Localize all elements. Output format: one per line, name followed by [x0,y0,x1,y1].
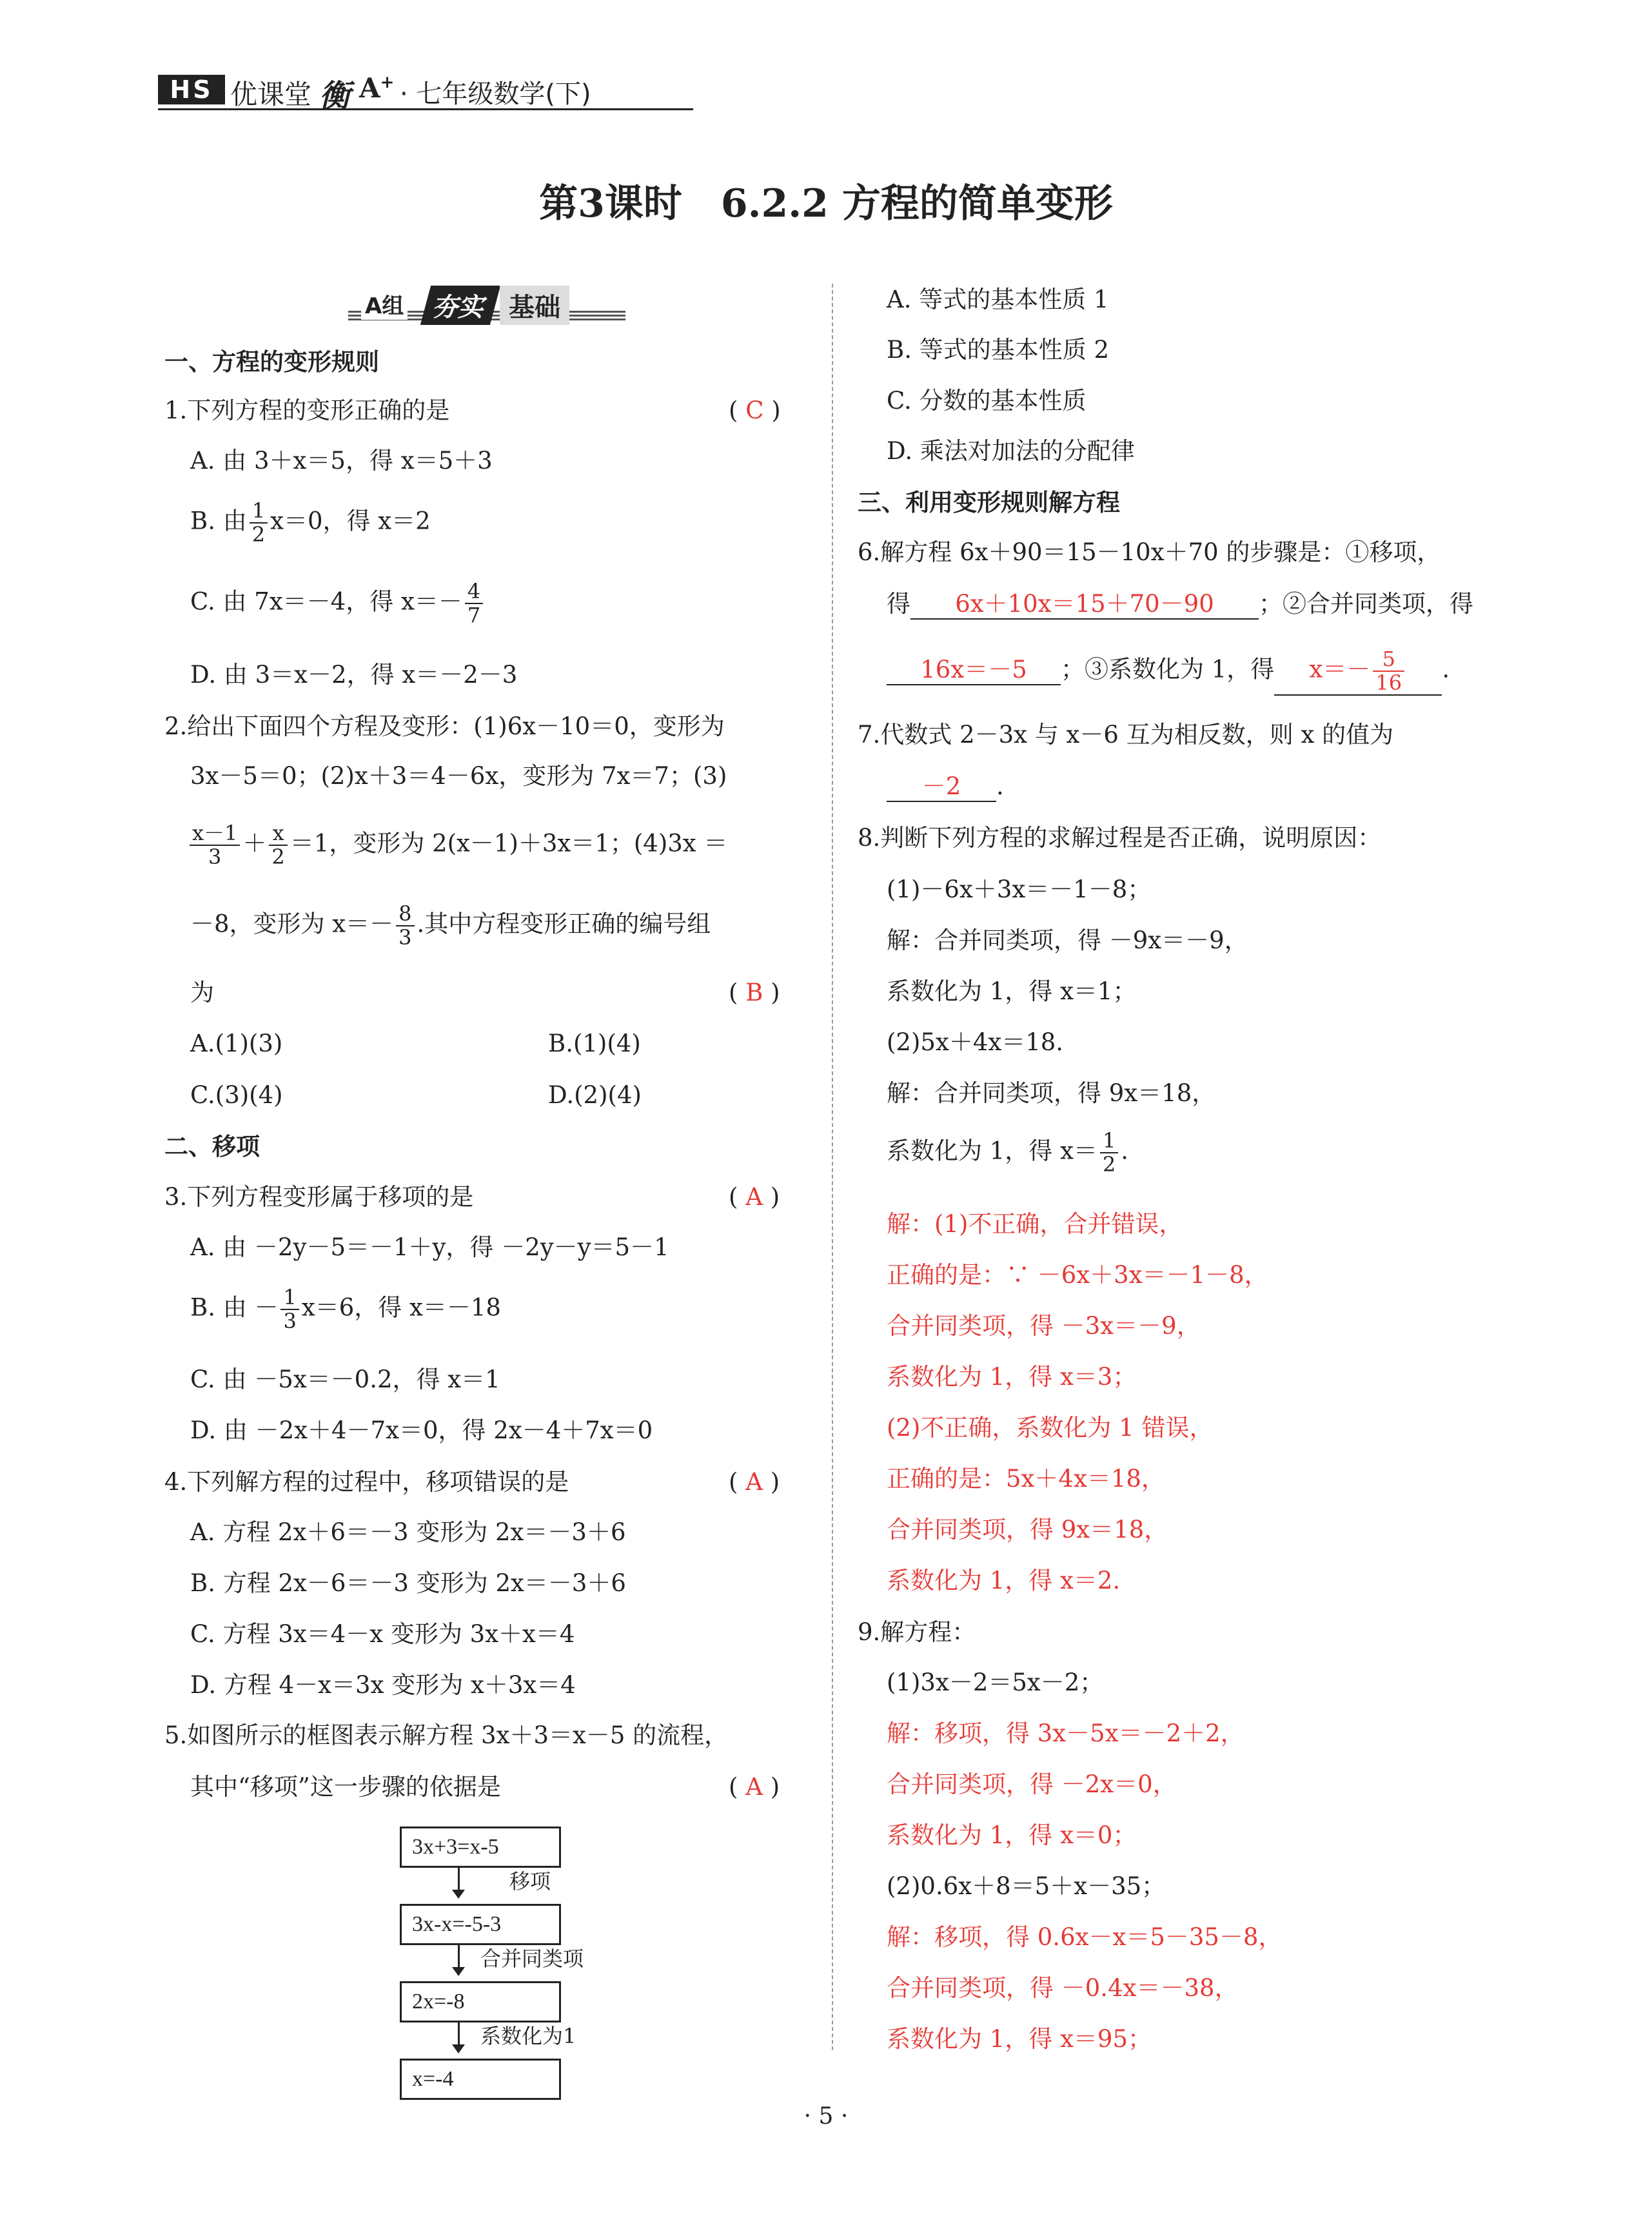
q8-part1: (1)－6x＋3x＝－1－8； [887,876,1152,903]
page-number: · 5 · [803,2103,849,2130]
q1-option-d: D. 由 3＝x－2，得 x＝－2－3 [190,661,518,689]
q6-blank-1: 6x＋10x＝15＋70－90 [910,590,1259,620]
heading-1: 一、方程的变形规则 [164,348,379,376]
badge-b: 基础 [500,286,569,325]
q5-option-a: A. 等式的基本性质 1 [887,286,1109,313]
q2-line1: 2.给出下面四个方程及变形：(1)6x－10＝0，变形为 [164,712,725,740]
q2-answer: ( B ) [729,979,780,1006]
q2-line3: $\frac{x-1}{3}$ ＋ $\frac{x}{2}$ ＝1，变形为 2(x－1)＋3x＝1；(4)3x ＝ [187,822,727,868]
page-title: 第3课时 6.2.2 方程的简单变形 [539,181,1113,226]
q8-part1-step2: 系数化为 1，得 x＝1； [887,977,1137,1005]
flow-step-2: 合并同类项 [480,1946,584,1971]
q2-option-c: C.(3)(4) [190,1081,283,1109]
q9-part1: (1)3x－2＝5x－2； [887,1669,1104,1696]
q3-option-b: B. 由 － $\frac{1}{3}$ x＝6，得 x＝－18 [190,1285,501,1334]
q9-stem: 9.解方程： [858,1618,976,1646]
q6-line1: 6.解方程 6x＋90＝15－10x＋70 的步骤是：①移项， [858,538,1441,566]
q8-solution-line: 系数化为 1，得 x＝3； [887,1363,1137,1391]
flow-box-1: 3x+3=x-5 [400,1826,561,1868]
flow-arrow-3 [458,2021,460,2047]
q6-blank-2: 16x＝－5 [887,656,1061,685]
q9-solution-line: 解：移项，得 3x－5x＝－2＋2， [887,1719,1244,1747]
section-badge [348,286,625,323]
q4-stem: 4.下列解方程的过程中，移项错误的是 [164,1468,569,1496]
q4-option-c: C. 方程 3x＝4－x 变形为 3x＋x＝4 [190,1620,575,1648]
q8-part2-step2: 系数化为 1，得 x＝ $\frac{1}{2}$ . [887,1128,1129,1177]
heading-3: 三、利用变形规则解方程 [858,489,1120,516]
q2-option-b: B.(1)(4) [548,1030,641,1057]
badge-group: A组 [361,288,408,320]
q9-solution-line: 系数化为 1，得 x＝0； [887,1821,1137,1849]
q9-solution-line: 合并同类项，得 －2x＝0， [887,1770,1177,1798]
q5-option-c: C. 分数的基本性质 [887,387,1087,415]
subject: · 七年级数学(下) [400,79,591,109]
q1-stem: 1.下列方程的变形正确的是 [164,397,450,424]
q5-option-d: D. 乘法对加法的分配律 [887,437,1135,465]
flow-step-3: 系数化为1 [480,2024,576,2048]
q9-solution-line: 合并同类项，得 －0.4x＝－38， [887,1974,1239,2002]
column-divider [832,284,833,2050]
brand: 优课堂 [230,79,312,110]
grade-mark: A+ [359,72,395,104]
q8-solution-line: (2)不正确，系数化为 1 错误， [887,1414,1214,1442]
q8-solution-line: 正确的是：∵ －6x＋3x＝－1－8， [887,1261,1268,1289]
q4-option-b: B. 方程 2x－6＝－3 变形为 2x＝－3＋6 [190,1569,626,1597]
q3-stem: 3.下列方程变形属于移项的是 [164,1183,474,1211]
badge-a: 夯实 [420,286,500,325]
q7-line2: －2 . [887,772,1004,802]
flow-box-4: x=-4 [400,2059,561,2100]
q4-option-a: A. 方程 2x＋6＝－3 变形为 2x＝－3＋6 [190,1518,626,1546]
q3-option-a: A. 由 －2y－5＝－1＋y，得 －2y－y＝5－1 [190,1233,669,1261]
q9-part2: (2)0.6x＋8＝5＋x－35； [887,1872,1166,1900]
q5-answer: ( A ) [729,1773,780,1801]
q8-stem: 8.判断下列方程的求解过程是否正确，说明原因： [858,824,1382,852]
q8-solution-line: 合并同类项，得 9x＝18， [887,1516,1168,1543]
q3-option-c: C. 由 －5x＝－0.2，得 x＝1 [190,1366,500,1393]
q1-option-b: B. 由 $\frac{1}{2}$ x＝0，得 x＝2 [190,498,431,547]
brand-script: 衡 [319,78,351,114]
q4-option-d: D. 方程 4－x＝3x 变形为 x＋3x＝4 [190,1671,576,1699]
q1-option-c: C. 由 7x＝－4，得 x＝－ $\frac{4}{7}$ [190,580,486,627]
q1-option-a: A. 由 3＋x＝5，得 x＝5＋3 [190,447,493,475]
q8-part2-step1: 解：合并同类项，得 9x＝18， [887,1079,1216,1107]
header-rule [158,108,693,110]
q6-line3: 16x＝－5 ；③系数化为 1，得 x＝－ $\frac{5}{16}$ . [887,648,1450,696]
q8-solution-line: 正确的是：5x＋4x＝18， [887,1465,1165,1493]
q2-line2: 3x－5＝0；(2)x＋3＝4－6x，变形为 7x＝7；(3) [190,762,727,790]
q4-answer: ( A ) [729,1468,780,1496]
q9-solution-line: 解：移项，得 0.6x－x＝5－35－8， [887,1923,1283,1951]
flow-arrow-2 [458,1944,460,1970]
flow-step-1: 移项 [509,1869,551,1894]
flow-arrow-1 [458,1866,460,1892]
q2-line4: －8，变形为 x＝－ $\frac{8}{3}$ .其中方程变形正确的编号组 [190,901,711,950]
q2-option-a: A.(1)(3) [190,1030,283,1057]
q8-solution-line: 合并同类项，得 －3x＝－9， [887,1312,1201,1340]
flow-box-2: 3x-x=-5-3 [400,1904,561,1945]
q8-part1-step1: 解：合并同类项，得 －9x＝－9， [887,926,1248,954]
q6-line2: 得 6x＋10x＝15＋70－90 ；②合并同类项，得 [887,590,1473,620]
q3-answer: ( A ) [729,1183,780,1211]
q8-solution-line: 解：(1)不正确，合并错误， [887,1210,1183,1238]
q3-option-d: D. 由 －2x＋4－7x＝0，得 2x－4＋7x＝0 [190,1416,653,1444]
logo: HS [158,75,225,104]
header [158,70,738,114]
q1-answer: ( C ) [729,397,781,424]
q2-line5: 为 [190,979,214,1006]
q5-option-b: B. 等式的基本性质 2 [887,336,1110,364]
q7-blank: －2 [887,772,996,802]
q8-solution-line: 系数化为 1，得 x＝2. [887,1567,1121,1594]
flow-box-3: 2x=-8 [400,1981,561,2022]
q5-line1: 5.如图所示的框图表示解方程 3x＋3＝x－5 的流程， [164,1721,729,1749]
q6-blank-3: x＝－ $\frac{5}{16}$ [1274,648,1442,696]
q7-line1: 7.代数式 2－3x 与 x－6 互为相反数，则 x 的值为 [858,721,1394,749]
q8-part2: (2)5x＋4x＝18. [887,1028,1064,1056]
heading-2: 二、移项 [164,1133,260,1160]
q2-option-d: D.(2)(4) [548,1081,642,1109]
q5-line2: 其中“移项”这一步骤的依据是 [190,1773,501,1801]
q9-solution-line: 系数化为 1，得 x＝95； [887,2025,1152,2053]
